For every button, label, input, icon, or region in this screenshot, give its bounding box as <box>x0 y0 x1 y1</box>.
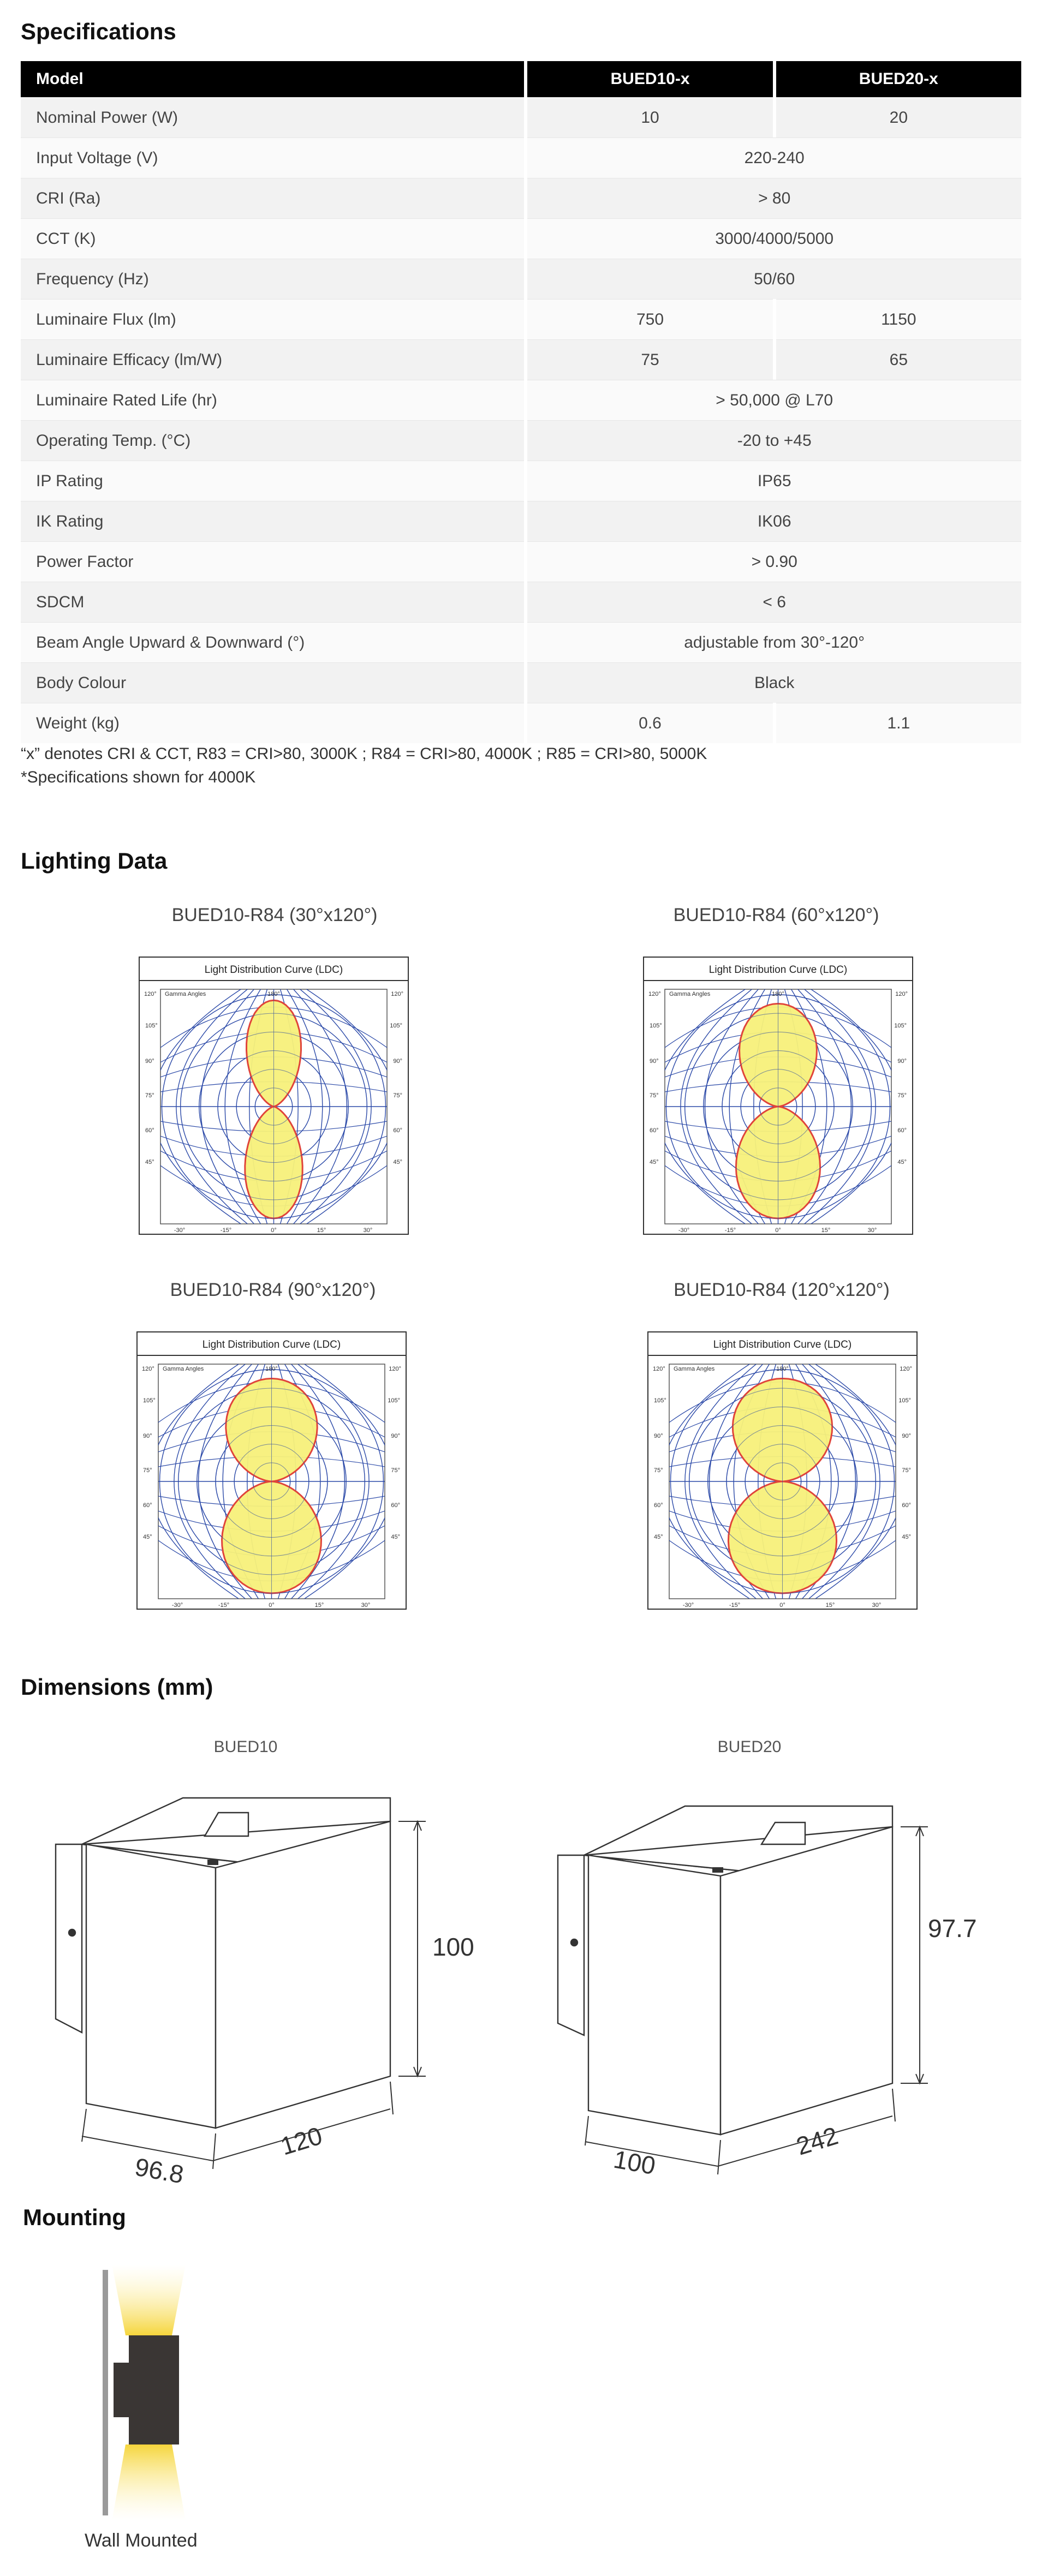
dim-depth-label: 96.8 <box>133 2152 186 2189</box>
row-value: 1.1 <box>776 703 1021 743</box>
row-value: 220-240 <box>527 138 1021 178</box>
row-value: 750 <box>527 299 772 339</box>
ldc-axis-label: 45° <box>902 1534 911 1540</box>
ldc-caption: BUED10-R84 (120°x120°) <box>674 1280 890 1300</box>
table-row <box>21 299 1021 339</box>
ldc-title: Light Distribution Curve (LDC) <box>204 964 343 976</box>
ldc-axis-label: Gamma Angles <box>674 1366 715 1372</box>
ldc-axis-label: 30° <box>872 1602 882 1609</box>
row-label: Frequency (Hz) <box>21 259 524 299</box>
row-label: IK Rating <box>21 501 524 541</box>
row-value: > 0.90 <box>527 541 1021 582</box>
table-header-row <box>21 61 1021 97</box>
light-distribution-chart <box>643 957 913 1238</box>
table-row <box>21 703 1021 743</box>
ldc-axis-label: 75° <box>143 1467 152 1474</box>
ldc-svg <box>136 1331 407 1610</box>
ldc-axis-label: 105° <box>390 1023 402 1029</box>
row-value: > 50,000 @ L70 <box>527 380 1021 420</box>
ldc-axis-label: 105° <box>894 1023 907 1029</box>
ldc-axis-label: 120° <box>391 991 403 997</box>
dim-depth-label: 100 <box>611 2144 658 2180</box>
wall-plate <box>558 1855 584 2035</box>
light-distribution-chart <box>136 1331 407 1612</box>
ldc-axis-label: 45° <box>145 1159 154 1166</box>
row-label: CCT (K) <box>21 218 524 259</box>
ldc-axis-label: -30° <box>682 1602 694 1609</box>
front-face <box>86 1844 216 2128</box>
side-face <box>216 1821 390 2128</box>
row-label: IP Rating <box>21 461 524 501</box>
row-value: adjustable from 30°-120° <box>527 622 1021 662</box>
front-face <box>588 1855 720 2135</box>
wall-plate <box>56 1844 82 2033</box>
row-label: Luminaire Efficacy (lm/W) <box>21 339 524 380</box>
ldc-axis-label: -30° <box>174 1227 186 1234</box>
ldc-axis-label: 90° <box>650 1058 659 1065</box>
row-value: 0.6 <box>527 703 772 743</box>
ldc-axis-label: 45° <box>143 1534 152 1540</box>
ldc-axis-label: 90° <box>393 1058 402 1065</box>
ldc-axis-label: 120° <box>144 991 157 997</box>
row-value: 50/60 <box>527 259 1021 299</box>
ldc-axis-label: -30° <box>678 1227 690 1234</box>
table-row <box>21 178 1021 218</box>
header-bued10: BUED10-x <box>527 61 772 97</box>
row-value: IK06 <box>527 501 1021 541</box>
ldc-axis-label: 105° <box>388 1397 400 1404</box>
table-row <box>21 259 1021 299</box>
ldc-axis-label: 105° <box>145 1023 158 1029</box>
row-label: Beam Angle Upward & Downward (°) <box>21 622 524 662</box>
row-value: 20 <box>776 97 1021 138</box>
row-label: Power Factor <box>21 541 524 582</box>
row-value: Black <box>527 662 1021 703</box>
ldc-axis-label: 45° <box>897 1159 907 1166</box>
table-row <box>21 461 1021 501</box>
ldc-axis-label: Gamma Angles <box>669 991 711 997</box>
ldc-title: Light Distribution Curve (LDC) <box>202 1339 341 1350</box>
ldc-axis-label: -15° <box>729 1602 741 1609</box>
ldc-axis-label: 45° <box>391 1534 400 1540</box>
row-value: -20 to +45 <box>527 420 1021 461</box>
row-label: Body Colour <box>21 662 524 703</box>
row-value: IP65 <box>527 461 1021 501</box>
ldc-axis-label: 0° <box>779 1602 785 1609</box>
table-row <box>21 541 1021 582</box>
mounting-title: Mounting <box>23 2204 126 2230</box>
ldc-axis-label: 60° <box>391 1502 400 1509</box>
ldc-title: Light Distribution Curve (LDC) <box>708 964 848 976</box>
ldc-axis-label: 45° <box>654 1534 663 1540</box>
row-label: Luminaire Rated Life (hr) <box>21 380 524 420</box>
row-value: 75 <box>527 339 772 380</box>
ldc-axis-label: 90° <box>902 1433 911 1439</box>
row-value: 65 <box>776 339 1021 380</box>
ldc-axis-label: -30° <box>171 1602 183 1609</box>
row-value: < 6 <box>527 582 1021 622</box>
dim-height-label: 97.7 <box>928 1914 977 1943</box>
side-face <box>720 1827 892 2135</box>
row-value: 3000/4000/5000 <box>527 218 1021 259</box>
ldc-axis-label: 105° <box>650 1023 662 1029</box>
table-row <box>21 138 1021 178</box>
dim-height-label: 100 <box>432 1933 474 1961</box>
ldc-axis-label: 30° <box>867 1227 877 1234</box>
ldc-axis-label: 60° <box>902 1502 911 1509</box>
row-label: Weight (kg) <box>21 703 524 743</box>
ldc-svg <box>643 957 913 1235</box>
ldc-axis-label: 45° <box>650 1159 659 1166</box>
table-row <box>21 380 1021 420</box>
ldc-axis-label: 105° <box>654 1397 666 1404</box>
row-value: 10 <box>527 97 772 138</box>
ldc-axis-label: 60° <box>393 1127 402 1134</box>
spec-note-4000k: *Specifications shown for 4000K <box>21 768 256 786</box>
ldc-axis-label: 180° <box>265 1366 278 1372</box>
ldc-axis-label: 180° <box>267 991 280 997</box>
ldc-svg <box>647 1331 918 1610</box>
ldc-axis-label: 60° <box>650 1127 659 1134</box>
table-row <box>21 97 1021 138</box>
row-label: Luminaire Flux (lm) <box>21 299 524 339</box>
ldc-axis-label: 180° <box>776 1366 789 1372</box>
luminaire-body <box>129 2335 179 2444</box>
ldc-axis-label: -15° <box>218 1602 230 1609</box>
dim-width-label: 120 <box>277 2121 326 2161</box>
ldc-axis-label: 0° <box>271 1227 277 1234</box>
ldc-axis-label: 75° <box>145 1092 154 1099</box>
ldc-axis-label: Gamma Angles <box>163 1366 204 1372</box>
ldc-axis-label: 60° <box>654 1502 663 1509</box>
specifications-title: Specifications <box>21 19 176 44</box>
dim-width-label: 242 <box>793 2121 842 2161</box>
ldc-axis-label: Gamma Angles <box>165 991 206 997</box>
ldc-axis-label: 90° <box>145 1058 154 1065</box>
mounting-caption: Wall Mounted <box>85 2530 198 2551</box>
ldc-axis-label: 120° <box>653 1366 665 1372</box>
ldc-axis-label: 90° <box>143 1433 152 1439</box>
ldc-axis-label: 105° <box>898 1397 911 1404</box>
ldc-axis-label: 90° <box>897 1058 907 1065</box>
ldc-axis-label: 30° <box>361 1602 371 1609</box>
ldc-axis-label: 90° <box>654 1433 663 1439</box>
ldc-axis-label: 120° <box>142 1366 154 1372</box>
bued10-dimension-drawing <box>49 1779 474 2189</box>
table-row <box>21 218 1021 259</box>
light-distribution-chart <box>647 1331 918 1612</box>
row-label: Input Voltage (V) <box>21 138 524 178</box>
table-row <box>21 339 1021 380</box>
ldc-axis-label: -15° <box>724 1227 736 1234</box>
ldc-axis-label: 0° <box>269 1602 275 1609</box>
ldc-axis-label: 75° <box>902 1467 911 1474</box>
ldc-title: Light Distribution Curve (LDC) <box>713 1339 852 1350</box>
row-value: > 80 <box>527 178 1021 218</box>
ldc-axis-label: 75° <box>897 1092 907 1099</box>
ldc-axis-label: 0° <box>775 1227 781 1234</box>
dimension-caption: BUED10 <box>213 1738 278 1756</box>
ldc-axis-label: 60° <box>143 1502 152 1509</box>
ldc-axis-label: 105° <box>143 1397 156 1404</box>
ldc-axis-label: 60° <box>897 1127 907 1134</box>
wall <box>103 2270 108 2515</box>
ldc-axis-label: 75° <box>393 1092 402 1099</box>
row-value: 1150 <box>776 299 1021 339</box>
dimensions-title: Dimensions (mm) <box>21 1674 213 1700</box>
ldc-axis-label: 180° <box>772 991 784 997</box>
row-label: CRI (Ra) <box>21 178 524 218</box>
bued20-dimension-drawing <box>551 1779 977 2180</box>
light-beam-down <box>112 2444 186 2521</box>
light-distribution-chart <box>139 957 409 1238</box>
ldc-caption: BUED10-R84 (90°x120°) <box>170 1280 376 1300</box>
header-bued20: BUED20-x <box>776 61 1021 97</box>
ldc-axis-label: 120° <box>895 991 908 997</box>
table-row <box>21 622 1021 662</box>
dimension-caption: BUED20 <box>717 1738 782 1756</box>
ldc-svg <box>139 957 409 1235</box>
ldc-axis-label: 120° <box>900 1366 912 1372</box>
specifications-table <box>17 61 1025 743</box>
lighting-data-title: Lighting Data <box>21 848 168 874</box>
ldc-axis-label: 60° <box>145 1127 154 1134</box>
ldc-axis-label: 15° <box>314 1602 324 1609</box>
row-label: SDCM <box>21 582 524 622</box>
header-model: Model <box>21 61 524 97</box>
ldc-axis-label: 15° <box>821 1227 831 1234</box>
spec-note-cri: “x” denotes CRI & CCT, R83 = CRI>80, 3000K ; R84 = CRI>80, 4000K ; R85 = CRI>80, 5000K <box>21 745 707 763</box>
ldc-axis-label: 75° <box>654 1467 663 1474</box>
ldc-caption: BUED10-R84 (30°x120°) <box>171 905 378 925</box>
light-beam-up <box>112 2264 186 2335</box>
table-row <box>21 662 1021 703</box>
table-row <box>21 501 1021 541</box>
ldc-axis-label: 90° <box>391 1433 400 1439</box>
ldc-axis-label: 45° <box>393 1159 402 1166</box>
ldc-axis-label: 15° <box>317 1227 326 1234</box>
table-row <box>21 420 1021 461</box>
ldc-axis-label: 75° <box>391 1467 400 1474</box>
ldc-caption: BUED10-R84 (60°x120°) <box>673 905 879 925</box>
wall-mounted-illustration <box>82 2264 191 2521</box>
row-label: Operating Temp. (°C) <box>21 420 524 461</box>
ldc-axis-label: -15° <box>220 1227 232 1234</box>
table-row <box>21 582 1021 622</box>
ldc-axis-label: 30° <box>363 1227 373 1234</box>
ldc-axis-label: 120° <box>389 1366 401 1372</box>
ldc-axis-label: 15° <box>825 1602 835 1609</box>
row-label: Nominal Power (W) <box>21 97 524 138</box>
ldc-axis-label: 120° <box>648 991 661 997</box>
ldc-axis-label: 75° <box>650 1092 659 1099</box>
